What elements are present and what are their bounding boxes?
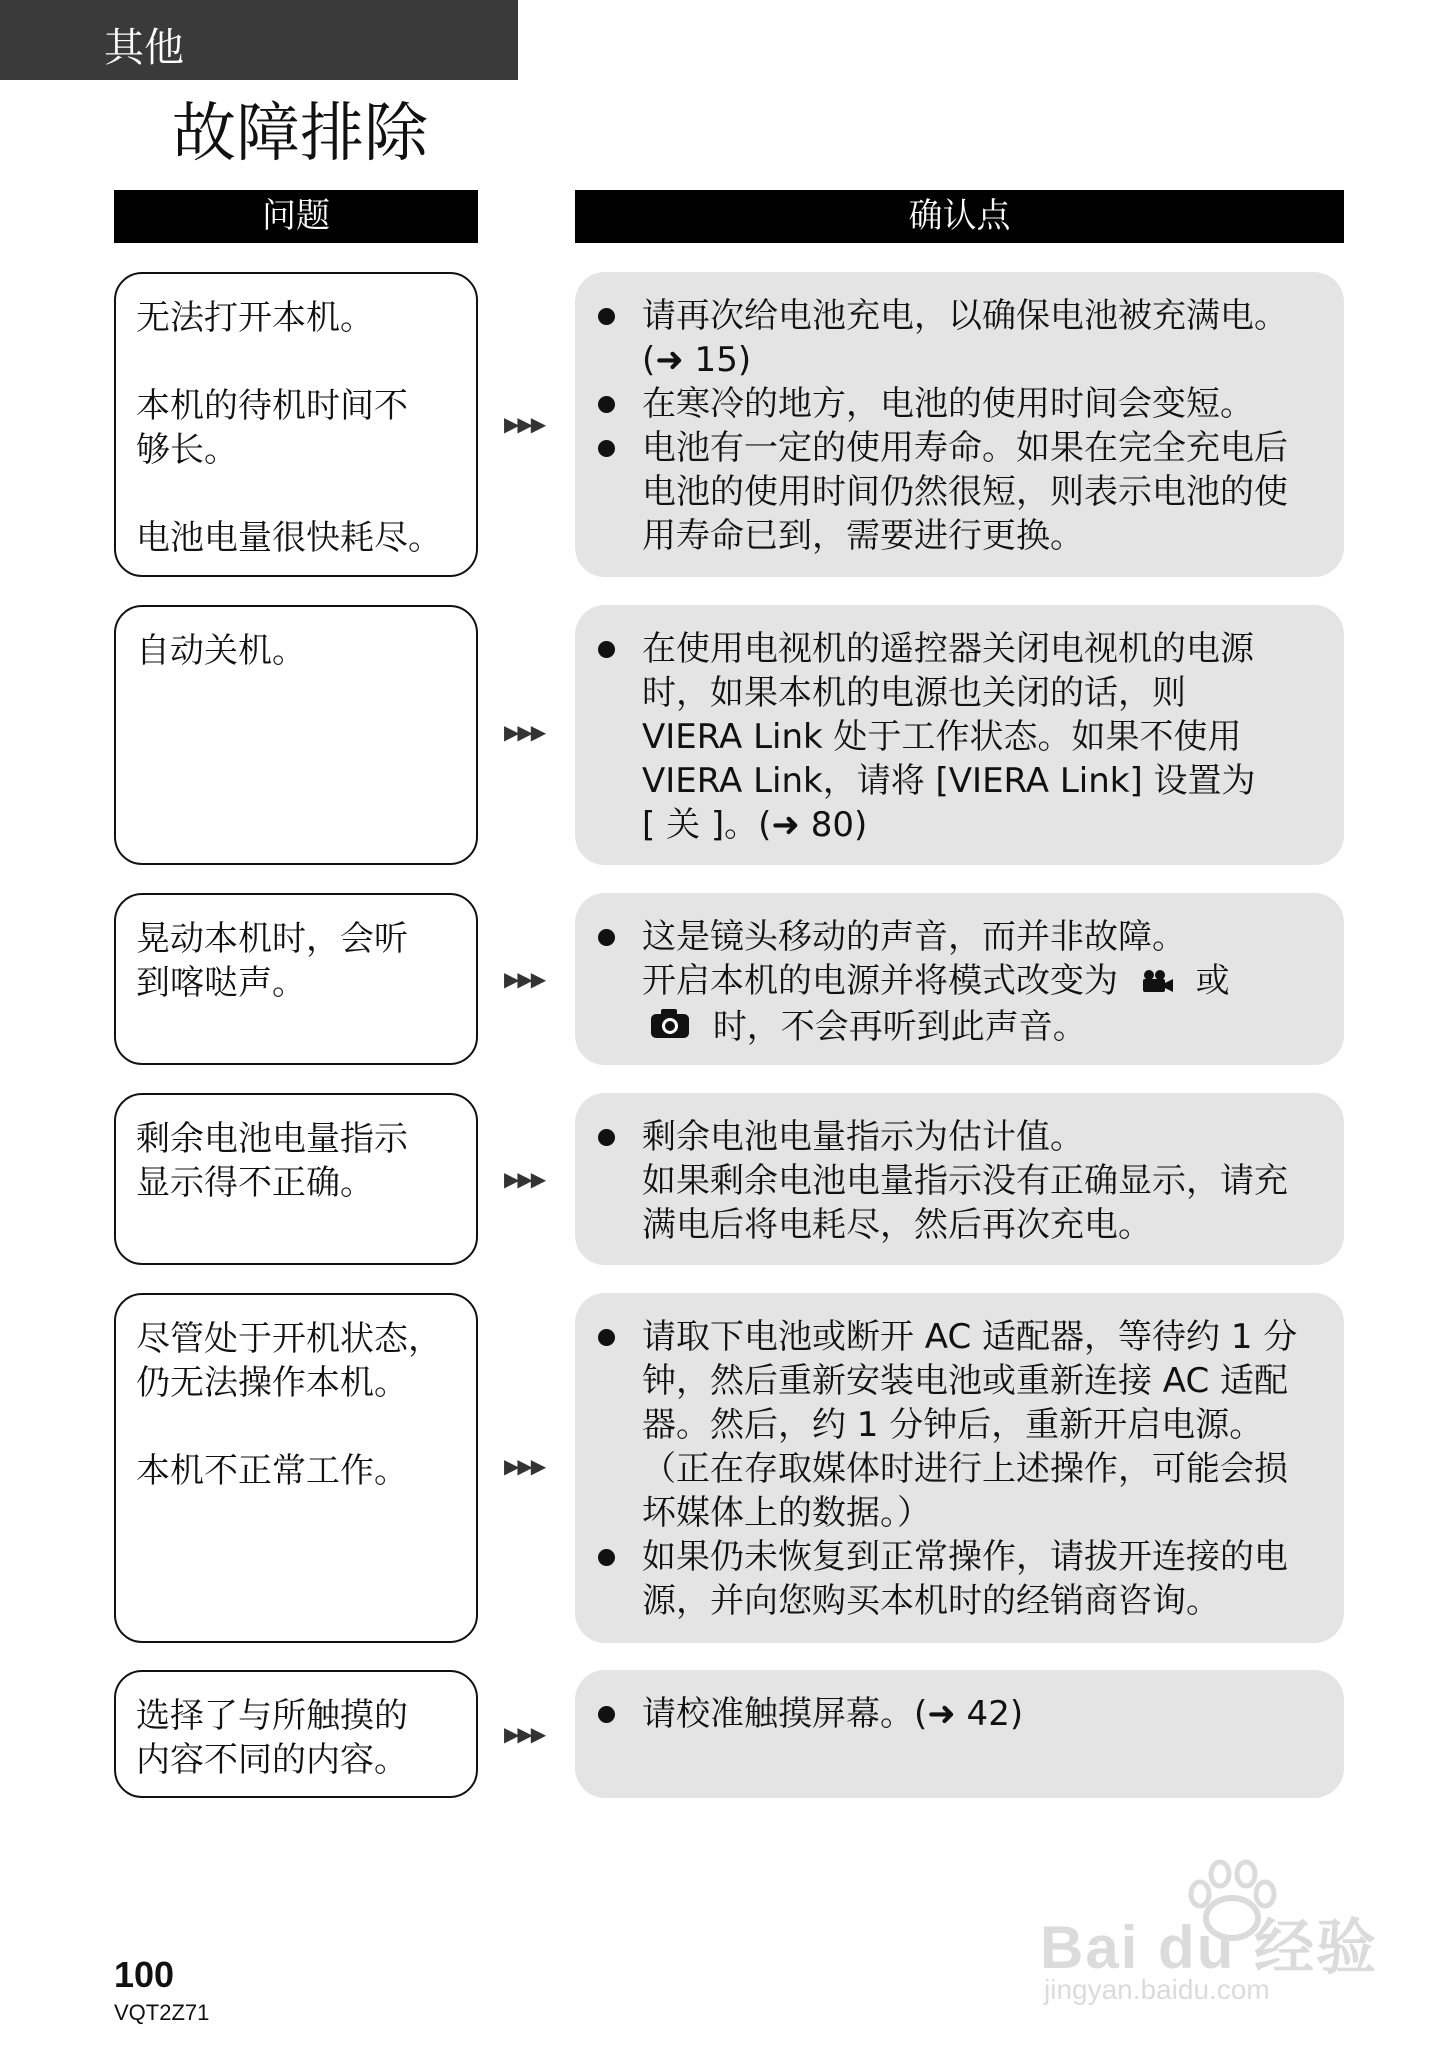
check-box-no-operation (575, 1293, 1344, 1643)
check-box-rattle (575, 893, 1344, 1065)
problem-text: 选择了与所触摸的内容不同的内容。 (136, 1696, 408, 1780)
header-problem: 问题 (114, 190, 478, 243)
check-box-battery-indicator (575, 1093, 1344, 1265)
check-item: 剩余电池电量指示为估计值。 如果剩余电池电量指示没有正确显示，请充 满电后将电耗尽，然后再次充电。 (595, 1115, 1320, 1247)
check-box-auto-off (575, 605, 1344, 865)
problem-box-rattle (114, 893, 478, 1065)
header-check: 确认点 (575, 190, 1344, 243)
problem-text: 晃动本机时，会听到喀哒声。 (136, 919, 408, 1003)
watermark-brand: Bai du 经验 (1040, 1914, 1379, 1981)
problem-text: 电池电量很快耗尽。 (136, 518, 442, 558)
arrow-indicator: ▶▶▶ (504, 720, 545, 744)
baidu-watermark (1022, 1856, 1402, 2006)
check-box-touch (575, 1670, 1344, 1798)
check-item: 请校准触摸屏幕。(➜ 42) (595, 1692, 1320, 1736)
problem-text: 本机的待机时间不够长。 (136, 386, 408, 470)
check-item: 这是镜头移动的声音，而并非故障。 开启本机的电源并将模式改变为 或 时，不会再听到此声音。 (595, 915, 1320, 1050)
arrow-indicator: ▶▶▶ (504, 412, 545, 436)
check-item: 请再次给电池充电，以确保电池被充满电。 (➜ 15) (595, 294, 1320, 382)
model-code: VQT2Z71 (114, 2000, 210, 2025)
problem-box-battery-indicator (114, 1093, 478, 1265)
problem-box-no-operation (114, 1293, 478, 1643)
video-camera-icon (1141, 961, 1175, 1005)
section-tab: 其他 (0, 0, 518, 80)
camera-icon (650, 1006, 690, 1050)
problem-box-touch (114, 1670, 478, 1798)
arrow-indicator: ▶▶▶ (504, 1454, 545, 1478)
arrow-indicator: ▶▶▶ (504, 1167, 545, 1191)
page-title: 故障排除 (172, 97, 428, 171)
problem-text: 剩余电池电量指示显示得不正确。 (136, 1119, 408, 1203)
arrow-indicator: ▶▶▶ (504, 1722, 545, 1746)
page-number: 100 (114, 1954, 175, 1995)
problem-text: 尽管处于开机状态，仍无法操作本机。 (136, 1319, 442, 1403)
check-item: 电池有一定的使用寿命。如果在完全充电后 电池的使用时间仍然很短，则表示电池的使 用寿命已到，需要进行更换。 (595, 426, 1320, 558)
arrow-indicator: ▶▶▶ (504, 967, 545, 991)
watermark-url: jingyan.baidu.com (1044, 1974, 1270, 2005)
problem-text: 本机不正常工作。 (136, 1451, 408, 1491)
check-item: 如果仍未恢复到正常操作，请拔开连接的电 源，并向您购买本机时的经销商咨询。 (595, 1535, 1320, 1623)
check-item: 在使用电视机的遥控器关闭电视机的电源 时，如果本机的电源也关闭的话，则 VIERA Link 处于工作状态。如果不使用 VIERA Link，请将 [VIERA Link] 设置为 [ 关 ]。(➜ 80) (595, 627, 1320, 847)
problem-box-auto-off (114, 605, 478, 865)
problem-text: 自动关机。 (136, 631, 306, 671)
check-item: 请取下电池或断开 AC 适配器，等待约 1 分 钟，然后重新安装电池或重新连接 AC 适配 器。然后，约 1 分钟后，重新开启电源。 （正在存取媒体时进行上述操作，可能会损 坏媒体上的数据。） (595, 1315, 1320, 1535)
check-box-battery (575, 272, 1344, 577)
check-item: 在寒冷的地方，电池的使用时间会变短。 (595, 382, 1320, 426)
problem-text: 无法打开本机。 (136, 298, 374, 338)
problem-box-battery (114, 272, 478, 577)
